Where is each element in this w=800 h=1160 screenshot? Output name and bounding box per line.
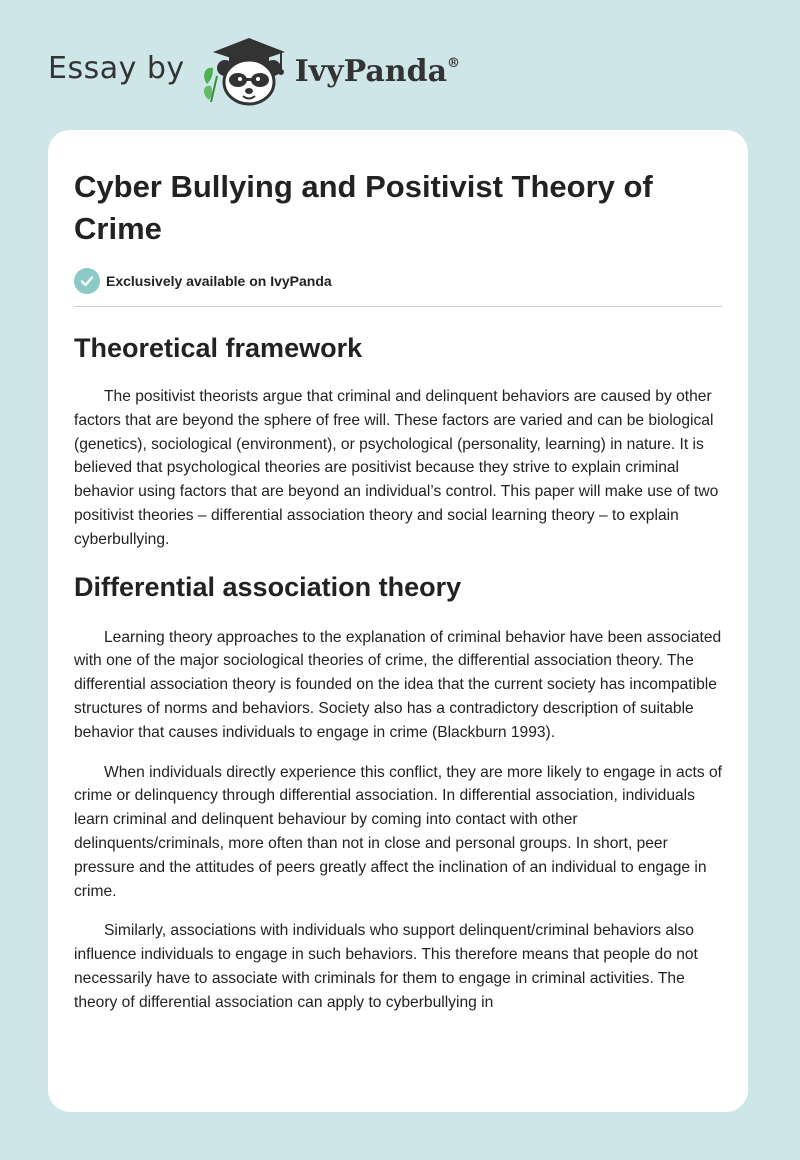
site-header: [48, 36, 460, 108]
section-heading-differential-association: Differential association theory: [74, 571, 462, 602]
essay-card: [48, 130, 748, 1112]
title-divider: [74, 306, 722, 307]
exclusive-badge-text: Exclusively available on IvyPanda: [106, 273, 332, 289]
essay-by-label: Essay by: [48, 50, 185, 86]
section-heading-theoretical-framework: Theoretical framework: [74, 333, 363, 363]
essay-title: Cyber Bullying and Positivist Theory of Crime: [74, 169, 653, 246]
ivypanda-wordmark[interactable]: IvyPanda®: [294, 53, 461, 89]
check-circle-icon: [74, 268, 100, 294]
exclusive-badge: [74, 268, 722, 294]
panda-graduate-logo-icon[interactable]: [199, 36, 291, 108]
paragraph: Similarly, associations with individuals who support delinquent/criminal behaviors also influence individuals to engage in such behaviors. This therefore means that people do not necessarily have to associate with criminals for them to engage in criminal activities. The theory of differential association can apply to cyberbullying in: [74, 922, 698, 1011]
paragraph: Learning theory approaches to the explanation of criminal behavior have been associated with one of the major sociological theories of crime, the differential association theory. The differential association theory is founded on the idea that the current society has incompatible structures of norms and behaviors. Society also has a contradictory description of suitable behavior that causes individuals to engage in crime (Blackburn 1993).: [74, 628, 722, 741]
paragraph: When individuals directly experience this conflict, they are more likely to engage in acts of crime or delinquency through differential association. In differential association, individuals learn criminal and delinquent behaviour by coming into contact with other delinquents/criminals, more often than not in close and personal groups. In short, peer pressure and the attitudes of peers greatly affect the inclination of an individual to engage in crime.: [74, 763, 722, 900]
paragraph: The positivist theorists argue that criminal and delinquent behaviors are caused by other factors that are beyond the sphere of free will. These factors are varied and can be biological (genetics), sociological (environment), or psychological (personality, learning) in nature. It is believed that psychological theories are positivist because they strive to explain criminal behavior using factors that are beyond an individual’s control. This paper will make use of two positivist theories – differential association theory and social learning theory – to explain cyberbullying.: [74, 388, 719, 548]
